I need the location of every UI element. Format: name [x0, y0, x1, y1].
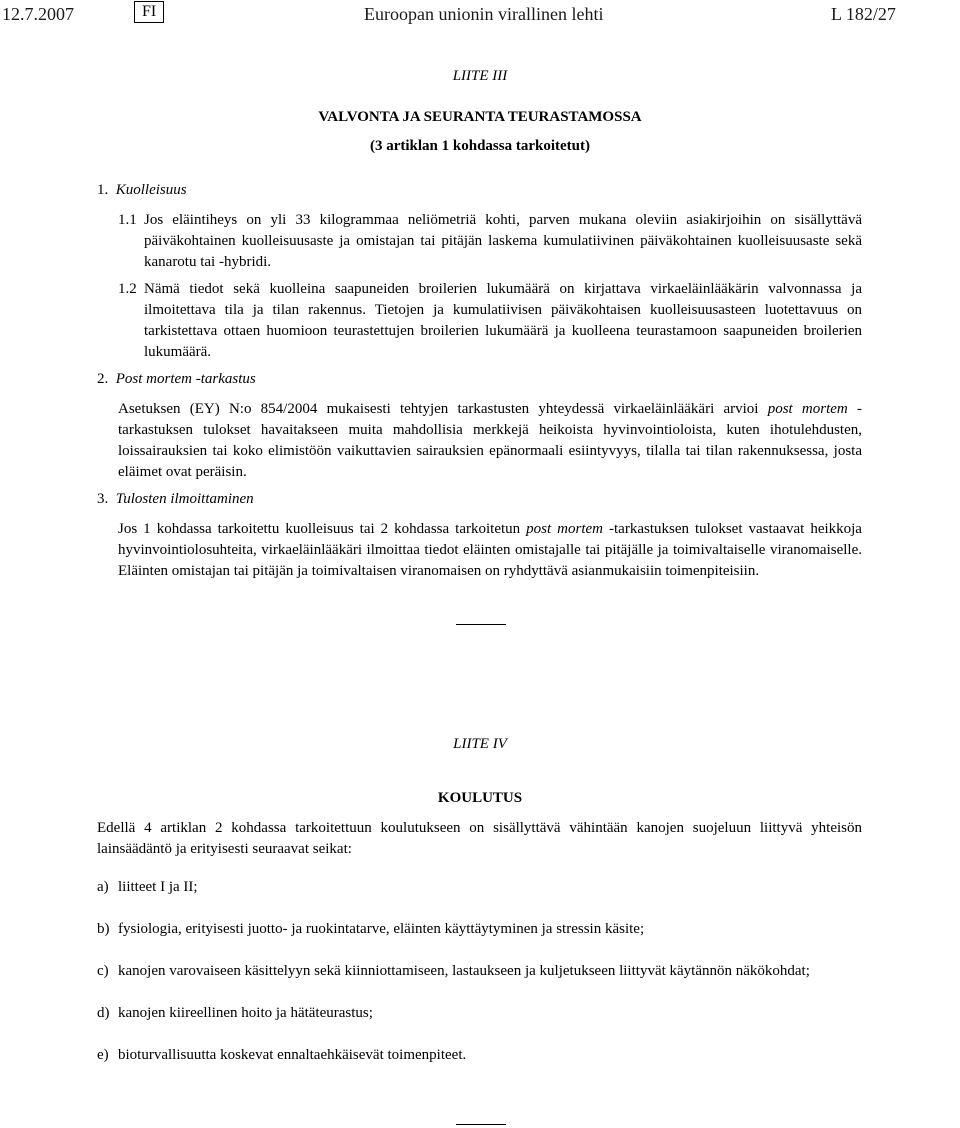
list-item	[97, 961, 862, 982]
section-3-heading	[97, 489, 254, 510]
section-2-heading	[97, 369, 256, 390]
section-3-text-b: -tarkastuksen tulokset vastaavat heikkoja hyvinvointiolosuhteita, virkaeläinlääkäri ilmoittaa tiedot eläinten omistajalle tai pitäjälle ja toimivaltaiselle viranomaiselle. Eläinten omistajan tai pitäjän ja toimivaltaisen viranomaisen on ryhdyttävä asianmukaisiin toimenpiteisiin.	[118, 521, 862, 579]
section-2-title: Post mortem -tarkastus	[115, 371, 256, 387]
section-2-number: 2.	[97, 371, 109, 387]
list-item-text: kanojen kiireellinen hoito ja hätäteurastus;	[118, 1005, 373, 1021]
annex-4-intro: Edellä 4 artiklan 2 kohdassa tarkoitettuun koulutukseen on sisällyttävä vähintään kanojen suojeluun liittyvä yhteisön lainsäädäntö ja erityisesti seuraavat seikat:	[97, 820, 862, 857]
paragraph-1-1-text: Jos eläintiheys on yli 33 kilogrammaa neliömetriä kohti, parven mukana oleviin asiakirjoihin on sisällyttävä päiväkohtainen kuolleisuusaste ja omistajan tai pitäjän laskema kumulatiivinen päiväkohtainen kuolleisuusaste sekä kanarotu tai -hybridi.	[144, 212, 862, 270]
section-1-title: Kuolleisuus	[115, 182, 187, 198]
paragraph-1-2	[118, 279, 862, 363]
section-3-text-a: Jos 1 kohdassa tarkoitettu kuolleisuus tai 2 kohdassa tarkoitetun	[118, 521, 527, 537]
header-date: 12.7.2007	[2, 4, 74, 24]
list-item	[97, 877, 862, 898]
section-2-text-a: Asetuksen (EY) N:o 854/2004 mukaisesti tehtyjen tarkastusten yhteydessä virkaeläinlääkäri arvioi	[118, 401, 768, 417]
journal-title: Euroopan unionin virallinen lehti	[364, 4, 604, 24]
section-2-text-b: -tarkastuksen tulokset havaitakseen muita mahdollisia merkkejä heikoista hyvinvointioloista, kuten ihotulehdusten, loissairauksien tai koko elimistöön vaikuttavien sairauksien epänormaali esiintyvyys, tilalla tai tilan rakennuksessa, josta eläimet ovat peräisin.	[118, 401, 862, 480]
list-item-text: kanojen varovaiseen käsittelyyn sekä kiinniottamiseen, lastaukseen ja kuljetukseen liittyvät käytännön näkökohdat;	[118, 963, 810, 979]
annex-3-title: VALVONTA JA SEURANTA TEURASTAMOSSA	[318, 109, 642, 125]
list-item-marker: a)	[97, 879, 109, 895]
annex-3-label: LIITE III	[452, 68, 508, 84]
annex-4-label: LIITE IV	[453, 736, 507, 752]
section-1-number: 1.	[97, 182, 109, 198]
annex-4-title: KOULUTUS	[437, 790, 523, 806]
list-item-text: liitteet I ja II;	[118, 879, 198, 895]
list-item-marker: e)	[97, 1047, 109, 1063]
paragraph-1-1	[118, 210, 862, 273]
section-1-heading	[97, 180, 187, 201]
section-2-text	[118, 399, 862, 483]
section-2-text-emphasis: post mortem	[767, 401, 848, 417]
list-item-marker: b)	[97, 921, 110, 937]
list-item	[97, 1045, 862, 1066]
separator-rule-bottom	[456, 1124, 506, 1125]
section-3-title: Tulosten ilmoittaminen	[115, 491, 254, 507]
paragraph-1-2-number: 1.2	[118, 281, 137, 297]
paragraph-1-1-number: 1.1	[118, 212, 137, 228]
list-item	[97, 1003, 862, 1024]
paragraph-1-2-text: Nämä tiedot sekä kuolleina saapuneiden broilerien lukumäärä on kirjattava virkaeläinlääkärin valvonnassa ja ilmoitettava tila ja tilan rakennus. Tietojen ja kumulatiivisen päiväkohtaisen kuolleisuusasteen luotettavuus on tarkistettava ottaen huomioon teurastettujen broilerien lukumäärä ja kuolleena teurastamoon saapuneiden broilerien lukumäärä.	[144, 281, 862, 360]
language-badge: FI	[134, 1, 164, 23]
page-reference: L 182/27	[831, 4, 896, 24]
list-item-marker: d)	[97, 1005, 110, 1021]
section-3-number: 3.	[97, 491, 109, 507]
list-item-marker: c)	[97, 963, 109, 979]
section-3-text-emphasis: post mortem	[526, 521, 604, 537]
separator-rule	[456, 624, 506, 625]
list-item-text: bioturvallisuutta koskevat ennaltaehkäisevät toimenpiteet.	[118, 1047, 467, 1063]
list-item-text: fysiologia, erityisesti juotto- ja ruokintatarve, eläinten käyttäytyminen ja stressin käsite;	[118, 921, 645, 937]
annex-3-subtitle: (3 artiklan 1 kohdassa tarkoitetut)	[369, 138, 590, 154]
section-3-text	[118, 519, 862, 582]
list-item	[97, 919, 862, 940]
